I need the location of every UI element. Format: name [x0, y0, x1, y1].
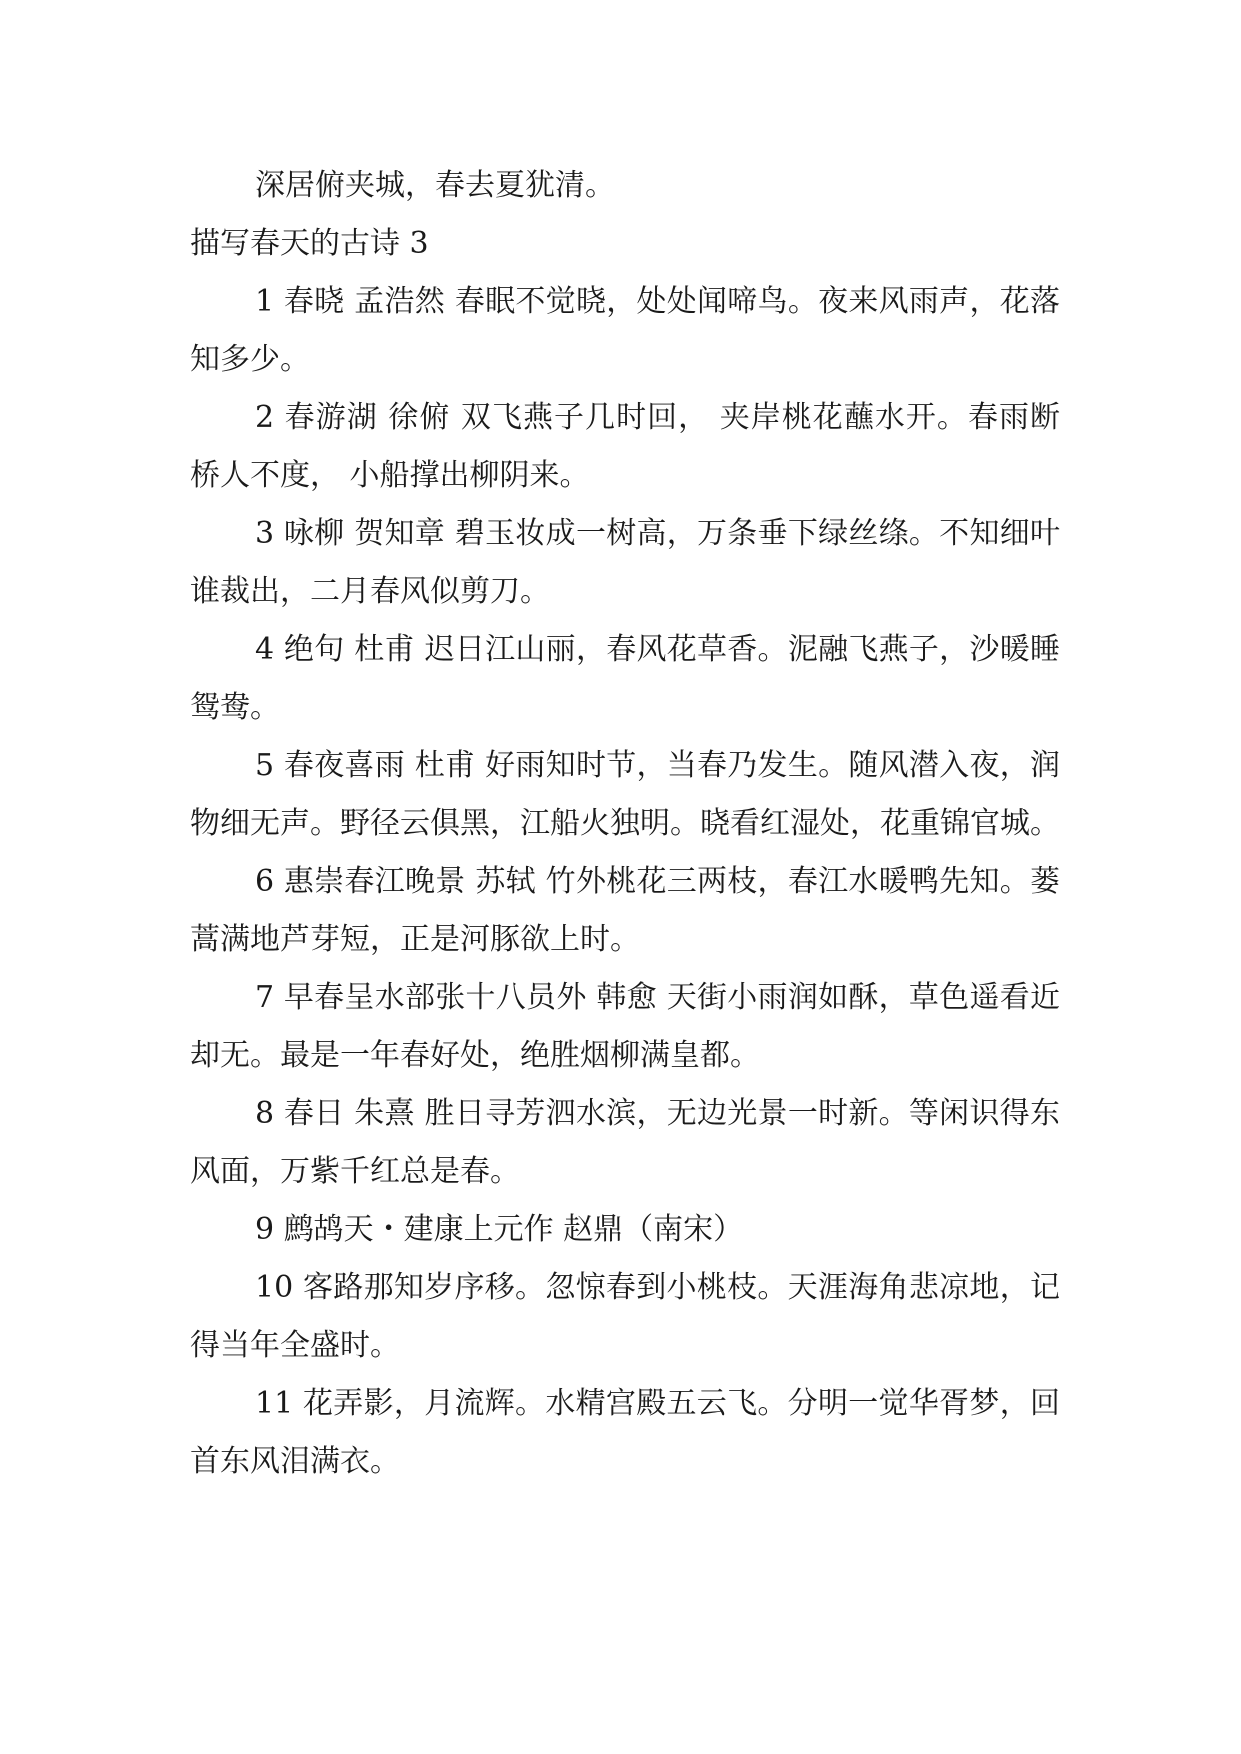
- paragraph-continuation: 深居俯夹城，春去夏犹清。: [255, 168, 615, 203]
- poem-entry: 11 花弄影，月流辉。水精宫殿五云飞。分明一觉华胥梦，回首东风泪满衣。: [190, 1386, 1060, 1479]
- document-body: [190, 157, 1060, 1491]
- poem-entry: 10 客路那知岁序移。忽惊春到小桃枝。天涯海角悲凉地，记得当年全盛时。: [190, 1270, 1060, 1363]
- poem-entry: 5 春夜喜雨 杜甫 好雨知时节，当春乃发生。随风潜入夜，润物细无声。野径云俱黑，江船火独明。晓看红湿处，花重锦官城。: [190, 748, 1060, 841]
- poem-entry: 8 春日 朱熹 胜日寻芳泗水滨，无边光景一时新。等闲识得东风面，万紫千红总是春。: [190, 1096, 1060, 1189]
- poem-entry: 6 惠崇春江晚景 苏轼 竹外桃花三两枝，春江水暖鸭先知。蒌蒿满地芦芽短，正是河豚欲上时。: [190, 864, 1060, 957]
- poem-entry: 2 春游湖 徐俯 双飞燕子几时回， 夹岸桃花蘸水开。春雨断桥人不度， 小船撑出柳阴来。: [190, 400, 1060, 493]
- poem-entry: 3 咏柳 贺知章 碧玉妆成一树高，万条垂下绿丝绦。不知细叶谁裁出，二月春风似剪刀。: [190, 516, 1060, 609]
- poem-entry: 4 绝句 杜甫 迟日江山丽，春风花草香。泥融飞燕子，沙暖睡鸳鸯。: [190, 632, 1060, 725]
- poem-entry: 9 鹧鸪天・建康上元作 赵鼎（南宋）: [255, 1212, 744, 1247]
- poem-entry: 1 春晓 孟浩然 春眠不觉晓，处处闻啼鸟。夜来风雨声，花落知多少。: [190, 284, 1060, 377]
- poem-entry: 7 早春呈水部张十八员外 韩愈 天街小雨润如酥，草色遥看近却无。最是一年春好处，绝胜烟柳满皇都。: [190, 980, 1060, 1073]
- section-heading: 描写春天的古诗 3: [190, 226, 429, 261]
